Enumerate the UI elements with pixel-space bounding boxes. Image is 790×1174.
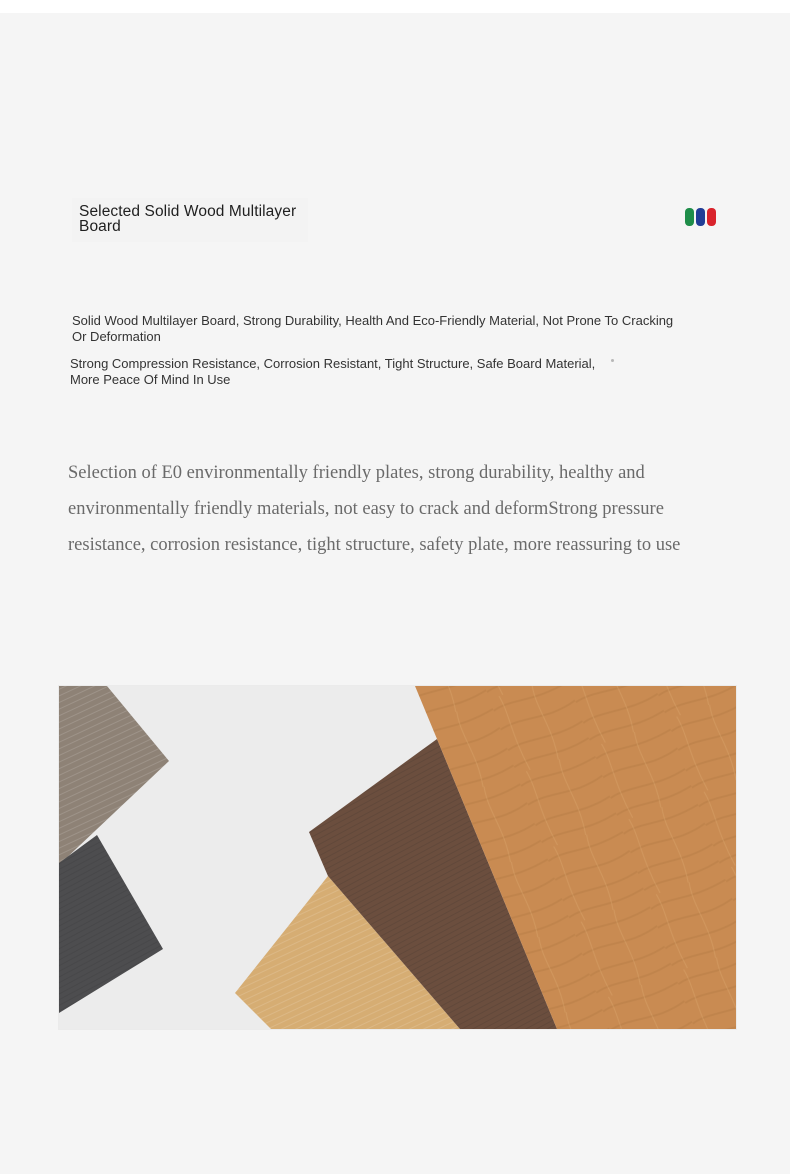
- flag-stripe-green: [685, 208, 694, 226]
- feature-text-durability: Solid Wood Multilayer Board, Strong Durability, Health And Eco-Friendly Material, Not Prone To Cracking Or Deformation: [72, 313, 674, 344]
- italy-flag-icon: [685, 208, 719, 226]
- product-heading: Selected Solid Wood Multilayer Board: [79, 203, 297, 235]
- flag-stripe-blue: [696, 208, 705, 226]
- decorative-dot: [611, 359, 614, 362]
- product-description: Selection of E0 environmentally friendly plates, strong durability, healthy and environmentally friendly materials, not easy to crack and deformStrong pressure resistance, corrosion resistance, tight structure, safety plate, more reassuring to use: [68, 463, 681, 555]
- wood-veneer-illustration: [59, 686, 736, 1029]
- flag-stripe-red: [707, 208, 716, 226]
- feature-text-compression: Strong Compression Resistance, Corrosion Resistant, Tight Structure, Safe Board Material, More Peace Of Mind In Use: [70, 356, 596, 387]
- wood-material-showcase: [59, 686, 736, 1029]
